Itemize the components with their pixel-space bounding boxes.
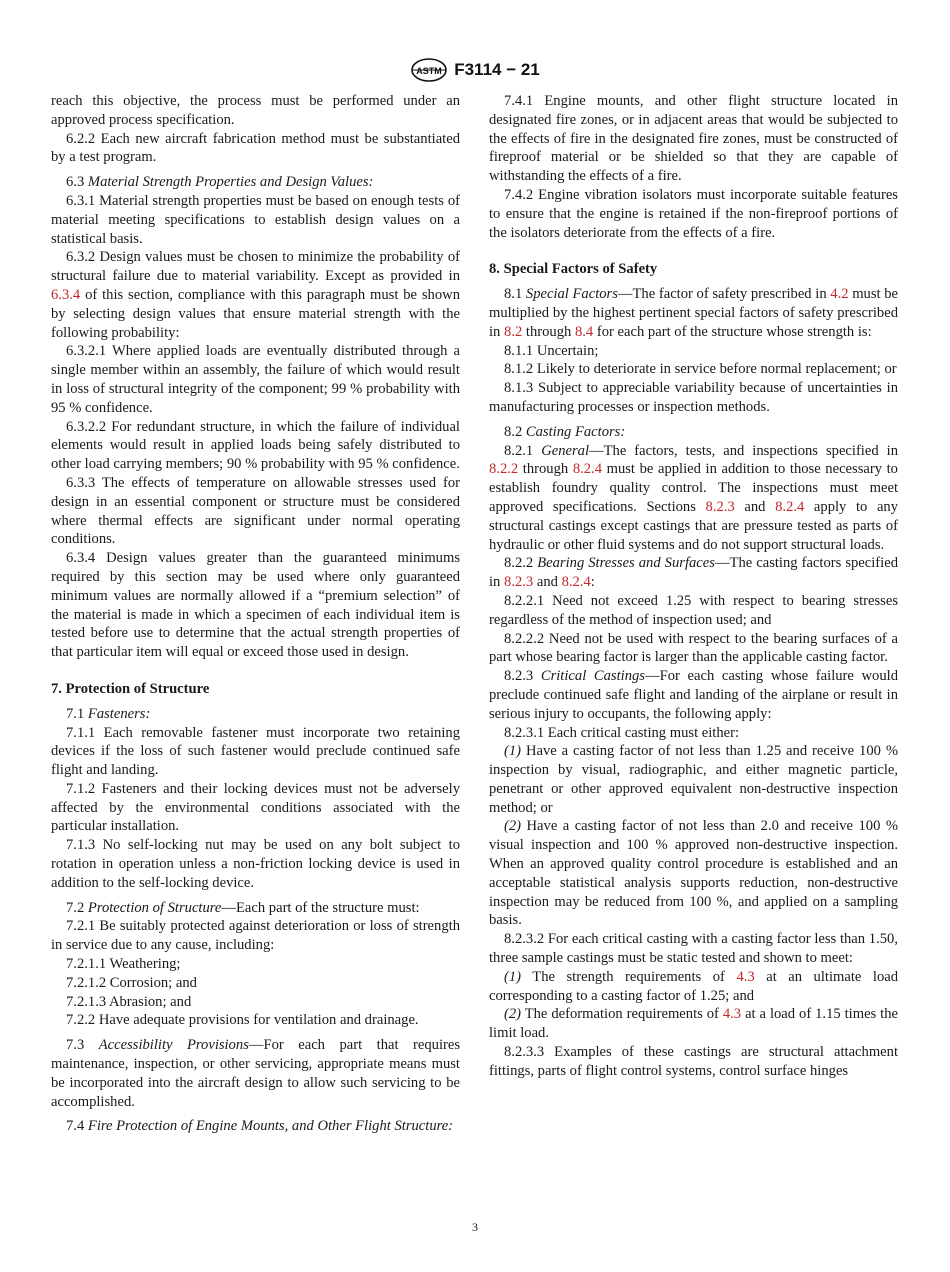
paragraph: 7.2.1 Be suitably protected against deterioration or loss of strength in service due to any cause, including: bbox=[51, 918, 460, 954]
paragraph: 7.2.2 Have adequate provisions for ventilation and drainage. bbox=[66, 1012, 419, 1029]
paragraph: 8.2.3.2 For each critical casting with a casting factor less than 1.50, three sample castings must be static tested and shown to meet: bbox=[489, 931, 898, 967]
document-id: F3114 − 21 bbox=[454, 60, 540, 79]
text: at a load of 1.15 times the limit load. bbox=[489, 1006, 899, 1042]
paragraph bbox=[51, 1036, 460, 1111]
section-title: Protection of Structure bbox=[87, 899, 222, 916]
paragraph bbox=[51, 899, 460, 918]
cross-reference-link[interactable]: 8.2.3 bbox=[504, 574, 534, 591]
paragraph bbox=[489, 554, 898, 592]
text: through bbox=[525, 323, 572, 340]
text: through bbox=[522, 461, 569, 478]
text: : bbox=[590, 574, 595, 591]
item-label: (2) bbox=[504, 818, 522, 835]
section-title: Fasteners: bbox=[87, 705, 151, 722]
list-item: 8.1.2 Likely to deteriorate in service before normal replacement; or bbox=[504, 361, 897, 378]
cross-reference-link[interactable]: 8.2.2 bbox=[489, 461, 519, 478]
cross-reference-link[interactable]: 4.3 bbox=[722, 1006, 742, 1023]
cross-reference-link[interactable]: 8.2.4 bbox=[561, 574, 591, 591]
list-item bbox=[489, 1005, 898, 1043]
paragraph: 7.4.1 Engine mounts, and other flight structure located in designated fire zones, or in adjacent areas that would be subjected to the effects of fire in the designated fire zones, must be constructed of fireproof material or be shielded so that they are capable of withstanding the effects of a fire. bbox=[489, 93, 898, 185]
paragraph: 7.4.2 Engine vibration isolators must incorporate suitable features to ensure that the engine is retained if the non-fireproof portions of the isolators deteriorate from the effects of a fire. bbox=[489, 186, 898, 241]
paragraph: 8.2.3.3 Examples of these castings are structural attachment fittings, parts of flight control systems, control surface hinges bbox=[489, 1044, 898, 1079]
paragraph bbox=[489, 285, 898, 341]
section-title: Bearing Stresses and Surfaces bbox=[537, 555, 715, 572]
page-number: 3 bbox=[472, 1220, 478, 1234]
cross-reference-link[interactable]: 8.2 bbox=[504, 323, 523, 340]
section-number: 7.2 bbox=[66, 899, 85, 916]
section-heading bbox=[51, 705, 460, 724]
text: The strength requirements of bbox=[532, 968, 725, 985]
paragraph: 6.3.2.1 Where applied loads are eventually distributed through a single member within an assembly, the failure of which would result in loss of structural integrity of the component; 99 % probability with 95 % confidence. bbox=[51, 343, 460, 416]
astm-logo-text: ASTM bbox=[416, 66, 442, 76]
text: and bbox=[536, 574, 558, 591]
text: The deformation requirements of bbox=[524, 1006, 719, 1023]
section-heading-8: 8. Special Factors of Safety bbox=[489, 261, 658, 278]
text: —Each part of the structure must: bbox=[221, 899, 420, 916]
text: at an ultimate load corresponding to a casting factor of 1.25; and bbox=[489, 968, 899, 1004]
list-item: 7.2.1.1 Weathering; bbox=[66, 956, 181, 973]
cross-reference-link[interactable]: 8.2.4 bbox=[775, 498, 805, 515]
text: must be multiplied by the highest pertinent special factors of safety prescribed in bbox=[489, 286, 898, 340]
section-number: 6.3 bbox=[66, 174, 85, 191]
left-column bbox=[51, 92, 460, 1136]
section-number: 7.1 bbox=[66, 705, 85, 722]
section-title: General bbox=[541, 442, 590, 459]
text: for each part of the structure whose strength is: bbox=[596, 323, 872, 340]
paragraph bbox=[489, 667, 898, 723]
cross-reference-link[interactable]: 4.2 bbox=[830, 286, 849, 303]
cross-reference-link[interactable]: 8.4 bbox=[574, 323, 594, 340]
section-title: Casting Factors: bbox=[525, 423, 626, 440]
paragraph bbox=[51, 248, 460, 342]
text: —For each part that requires maintenance, inspection, or other servicing, appropriate means must be incorporated into the aircraft design to allow such servicing to be accomplished. bbox=[51, 1037, 461, 1110]
text: 6.3.2 Design values must be chosen to minimize the probability of structural failure due to material variability. Except as provided in bbox=[51, 249, 460, 285]
paragraph: 8.2.2.1 Need not exceed 1.25 with respect to bearing stresses regardless of the method of inspection used; and bbox=[489, 592, 898, 628]
section-title: Critical Castings bbox=[540, 668, 645, 685]
list-item bbox=[489, 742, 898, 817]
text: —The casting factors specified in bbox=[489, 555, 899, 591]
text: apply to any structural castings except castings that are pressure tested as parts of hydraulic or other fluid systems and do not support structural loads. bbox=[489, 498, 899, 553]
text: of this section, compliance with this paragraph must be shown by selecting design values that ensure material strength with the following probability: bbox=[51, 286, 460, 341]
section-number: 7.4 bbox=[66, 1118, 85, 1135]
list-item: 7.2.1.2 Corrosion; and bbox=[66, 974, 197, 991]
paragraph: 6.3.4 Design values greater than the guaranteed minimums required by this section may be used where only guaranteed minimum values are normally allowed if a “premium selection” of the material is made in which a specimen of each individual item is tested before use to determine that the actual strength properties of that particular item will equal or exceed those used in design. bbox=[51, 550, 460, 661]
list-item: 8.1.3 Subject to appreciable variability because of uncertainties in manufacturing processes or inspection methods. bbox=[489, 380, 898, 415]
text: —For each casting whose failure would preclude continued safe flight and landing of the airplane or result in serious injury to occupants, the following apply: bbox=[489, 668, 899, 722]
cross-reference-link[interactable]: 8.2.3 bbox=[705, 498, 735, 515]
paragraph: 7.1.3 No self-locking nut may be used on any bolt subject to rotation in operation unless a non-friction locking device is used in addition to the self-locking device. bbox=[51, 837, 460, 891]
section-number: 8.1 bbox=[504, 286, 523, 303]
cross-reference-link[interactable]: 6.3.4 bbox=[51, 286, 81, 303]
section-heading bbox=[51, 1117, 460, 1136]
paragraph: reach this objective, the process must be performed under an approved process specification. bbox=[51, 93, 460, 128]
cross-reference-link[interactable]: 8.2.4 bbox=[572, 461, 602, 478]
section-title: Material Strength Properties and Design Values: bbox=[87, 174, 374, 191]
paragraph: 6.3.2.2 For redundant structure, in which the failure of individual elements would result in applied loads being safely distributed to other load carrying members; 90 % probability with 95 % confidence. bbox=[51, 418, 460, 473]
section-number: 8.2.1 bbox=[504, 442, 534, 459]
section-title: Special Factors bbox=[525, 286, 618, 303]
text: —The factor of safety prescribed in bbox=[617, 286, 827, 303]
list-item: 7.2.1.3 Abrasion; and bbox=[66, 993, 192, 1010]
text: must be applied in addition to those necessary to establish foundry quality control. The inspections must meet approved specifications. Sections bbox=[489, 461, 898, 515]
section-heading bbox=[489, 423, 898, 442]
page-header bbox=[0, 54, 950, 86]
right-column bbox=[489, 92, 898, 1081]
cross-reference-link[interactable]: 4.3 bbox=[736, 968, 755, 985]
paragraph: 8.2.3.1 Each critical casting must either: bbox=[504, 724, 740, 741]
paragraph: 7.1.2 Fasteners and their locking devices must not be adversely affected by the environmental conditions associated with the particular installation. bbox=[51, 780, 460, 835]
section-title: Fire Protection of Engine Mounts, and Other Flight Structure: bbox=[87, 1118, 454, 1135]
item-label: (1) bbox=[504, 968, 522, 985]
astm-logo-icon bbox=[410, 58, 448, 82]
list-item: 8.1.1 Uncertain; bbox=[504, 342, 599, 359]
section-number: 7.3 bbox=[66, 1037, 85, 1054]
text: Have a casting factor of not less than 2.0 and receive 100 % visual inspection and 100 % approved non-destructive inspection. When an approved quality control procedure is established and an acceptable statistical analysis supports reduction, non-destructive inspection may be reduced from 100 %, and applied on a sampling basis. bbox=[489, 818, 898, 929]
section-number: 8.2 bbox=[504, 423, 523, 440]
item-label: (2) bbox=[504, 1006, 522, 1023]
section-heading-7: 7. Protection of Structure bbox=[51, 680, 210, 697]
text: and bbox=[744, 498, 766, 515]
section-number: 8.2.2 bbox=[504, 555, 534, 572]
paragraph bbox=[489, 442, 898, 555]
text: —The factors, tests, and inspections specified in bbox=[589, 442, 898, 459]
list-item bbox=[489, 817, 898, 930]
text: Have a casting factor of not less than 1.25 and receive 100 % inspection by visual, radiographic, and either magnetic particle, penetrant or other approved equivalent non-destructive inspection method; or bbox=[489, 743, 898, 816]
section-number: 8.2.3 bbox=[504, 668, 534, 685]
paragraph: 6.3.3 The effects of temperature on allowable stresses used for design in an essential component or structure must be considered where thermal effects are significant under normal operating conditions. bbox=[51, 474, 460, 548]
section-title: Accessibility Provisions bbox=[98, 1037, 249, 1054]
section-heading bbox=[51, 173, 460, 192]
paragraph: 7.1.1 Each removable fastener must incorporate two retaining devices if the loss of such fastener would preclude continued safe flight and landing. bbox=[51, 724, 460, 779]
list-item bbox=[489, 968, 898, 1006]
paragraph: 8.2.2.2 Need not be used with respect to the bearing surfaces of a part whose bearing factor is larger than the applicable casting factor. bbox=[489, 630, 898, 666]
item-label: (1) bbox=[504, 743, 522, 760]
paragraph: 6.3.1 Material strength properties must be based on enough tests of material meeting specifications to establish design values on a statistical basis. bbox=[51, 192, 460, 247]
paragraph: 6.2.2 Each new aircraft fabrication method must be substantiated by a test program. bbox=[51, 130, 460, 166]
